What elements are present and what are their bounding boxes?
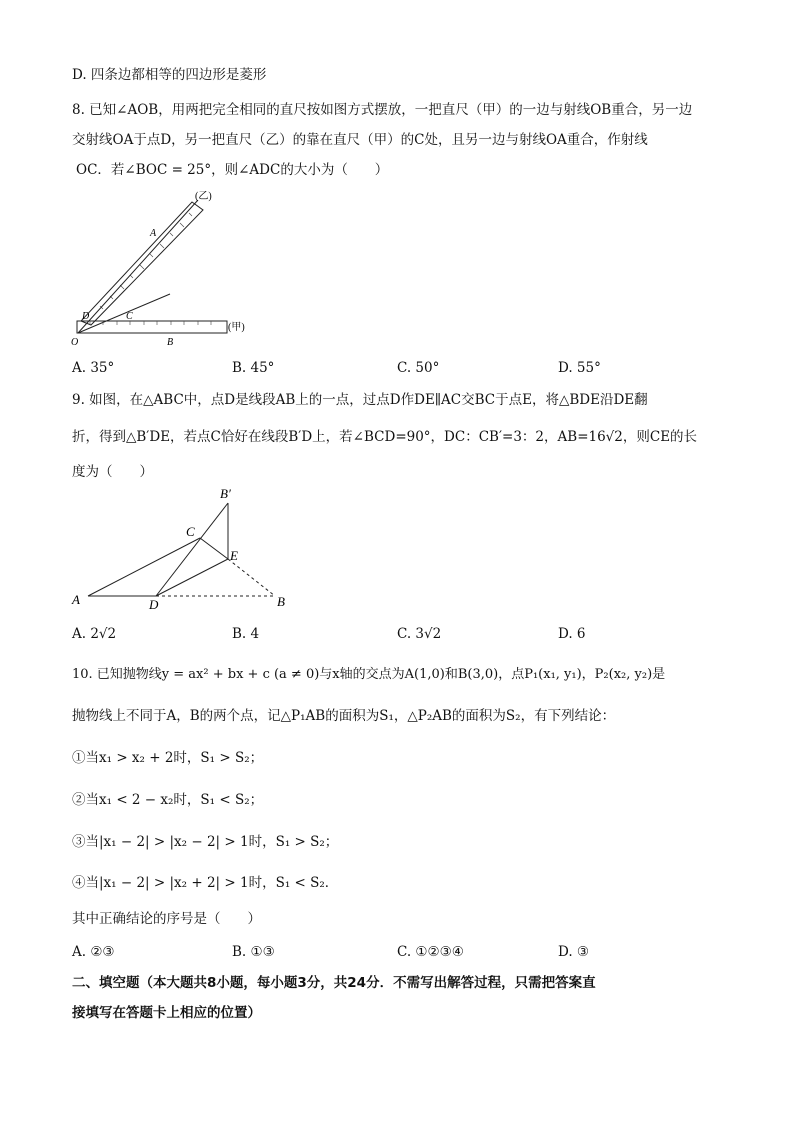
q10-ask: 其中正确结论的序号是（ ） [72,911,261,927]
label-b: B [277,594,285,609]
q8-stem-line-2: 交射线OA于点D，另一把直尺（乙）的靠在直尺（甲）的C处，且另一边与射线OA重合，作射线 [72,132,648,148]
q10-option-b: B. ①③ [232,944,275,960]
q8-stem-line-1: 8. 已知∠AOB，用两把完全相同的直尺按如图方式摆放，一把直尺（甲）的一边与射线OB重合，另一边 [72,102,693,118]
label-b: B [167,337,174,348]
q9-option-a: A. 2√2 [72,626,117,642]
q8-option-b: B. 45° [232,360,275,376]
q10-conclusion-4: ④当|x₁ − 2| > |x₂ + 2| > 1时，S₁ < S₂． [72,875,339,891]
q9-figure [68,485,308,615]
section-2-heading-line-2: 接填写在答题卡上相应的位置） [72,1005,261,1021]
label-o: O [71,337,79,348]
q10-conclusion-3: ③当|x₁ − 2| > |x₂ − 2| > 1时，S₁ > S₂； [72,834,339,850]
q8-figure [70,188,270,348]
segment-db-prime [156,503,228,596]
q10-stem-line-1: 10. 已知抛物线y = ax² + bx + c (a ≠ 0)与x轴的交点为A(1,0)和B(3,0)，点P₁(x₁, y₁)，P₂(x₂, y₂)是 [72,667,666,682]
q10-conclusion-1: ①当x₁ > x₂ + 2时，S₁ > S₂； [72,750,264,766]
q9-stem-line-2: 折，得到△B′DE，若点C恰好在线段B′D上，若∠BCD=90°，DC：CB′=3：2，AB=16√2，则CE的长 [72,429,698,445]
ray-oa [78,200,198,333]
label-yi: (乙) [195,191,212,202]
ruler-jia-ticks [90,321,211,325]
q10-option-c: C. ①②③④ [397,944,464,960]
label-jia: (甲) [228,322,245,333]
q9-option-b: B. 4 [232,626,260,642]
label-d: D [149,597,159,612]
ray-oc [78,294,170,333]
ruler-yi-ticks [100,213,192,309]
label-a: A [150,228,157,239]
label-a: A [72,592,80,607]
q8-stem-line-3: OC．若∠BOC = 25°，则∠ADC的大小为（ ） [76,162,389,178]
segment-de [156,559,228,596]
label-d: D [82,311,90,322]
q10-option-d: D. ③ [558,944,590,960]
q8-option-d: D. 55° [558,360,601,376]
q10-conclusion-2: ②当x₁ < 2 − x₂时，S₁ < S₂； [72,792,264,808]
ruler-jia [77,321,227,333]
label-c: C [126,311,133,322]
segment-eb-dashed [228,559,275,596]
segment-ce [200,538,228,559]
segment-ac [88,538,200,596]
q10-stem-line-2: 抛物线上不同于A，B的两个点，记△P₁AB的面积为S₁，△P₂AB的面积为S₂，有下列结论： [72,708,616,724]
label-e: E [230,548,238,563]
q8-option-a: A. 35° [72,360,115,376]
section-2-heading-line-1: 二、填空题（本大题共8小题，每小题3分，共24分．不需写出解答过程，只需把答案直 [72,975,596,991]
q9-stem-line-1: 9. 如图，在△ABC中，点D是线段AB上的一点，过点D作DE∥AC交BC于点E，将△BDE沿DE翻 [72,392,648,408]
ruler-yi [81,202,203,325]
q9-stem-line-3: 度为（ ） [72,464,153,480]
q8-option-c: C. 50° [397,360,440,376]
q10-option-a: A. ②③ [72,944,115,960]
label-c: C [186,524,195,539]
q7-option-d: D. 四条边都相等的四边形是菱形 [72,67,267,83]
q9-option-c: C. 3√2 [397,626,442,642]
q9-option-d: D. 6 [558,626,586,642]
label-b-prime: B′ [220,486,231,501]
